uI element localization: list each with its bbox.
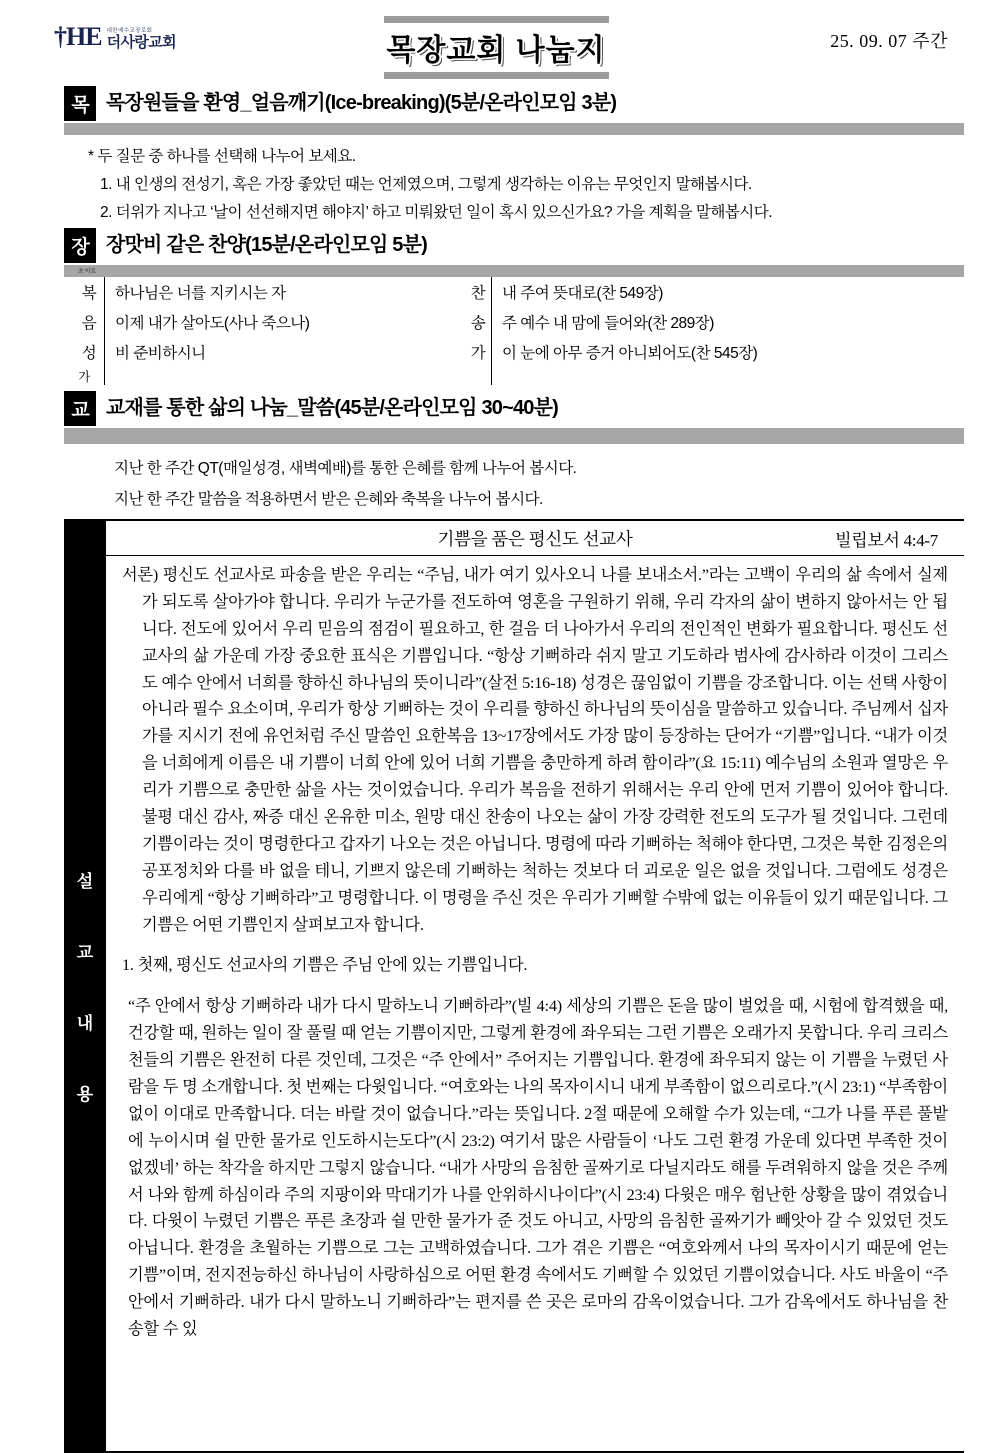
label-gospel-song-2: 음	[64, 307, 105, 337]
teaching-lines	[114, 456, 958, 509]
hymn-song-2: 주 예수 내 맘에 들어와(찬 289장)	[502, 315, 714, 332]
sermon-title: 기쁨을 품은 평신도 선교사	[437, 528, 633, 549]
sermon-point-1-body: “주 안에서 항상 기뻐하라 내가 다시 말하노니 기뻐하라”(빌 4:4) 세상의 기쁨은 돈을 많이 벌었을 때, 시험에 합격했을 때, 건강할 때, 원하는 일이 잘 풀릴 때 얻는 기쁨이지만, 그렇게 환경에 좌우되는 그런 기쁨은 오래가지 못합니다. 우리 크리스천들의 기쁨은 완전히 다른 것인데, 그것은 “주 안에서” 주어지는 기쁨입니다. 환경에 좌우되지 않는 이 기쁨을 누렸던 사람을 두 명 소개합니다. 첫 번째는 다윗입니다. “여호와는 나의 목자이시니 내게 부족함이 없으리로다.”(시 23:1) “부족함이 없이 이대로 만족합니다. 더는 바랄 것이 없습니다.”라는 뜻입니다. 2절 때문에 오해할 수가 있는데, “그가 나를 푸른 풀밭에 누이시며 쉴 만한 물가로 인도하시는도다”(시 23:2) 여기서 많은 사람들이 ‘나도 그런 환경 가운데 있다면 부족한 것이 없겠네’ 하는 착각을 하지만 그렇지 않습니다. “내가 사망의 음침한 골짜기로 다닐지라도 해를 두려워하지 않을 것은 주께서 나와 함께 하심이라 주의 지팡이와 막대기가 나를 안위하시나이다”(시 23:4) 다윗은 매우 험난한 상황을 많이 겪었습니다. 다윗이 누렸던 기쁨은 푸른 초장과 쉴 만한 물가가 준 것도 아니고, 사망의 음침한 골짜기가 빼앗아 갈 수 있었던 것도 아닙니다. 환경을 초월하는 기쁨으로 그는 고백하였습니다. 그가 겪은 기쁨은 “여호와께서 나의 목자이시기 때문에 얻는 기쁨”이며, 전지전능하신 하나님이 사랑하심으로 어떤 환경 속에서도 기뻐할 수 있었던 기쁨이었습니다. 사도 바울이 “주 안에서 기뻐하라. 내가 다시 말하노니 기뻐하라”는 편지를 쓴 곳은 로마의 감옥이었습니다. 그가 감옥에서도 하나님을 찬송할 수 있	[128, 997, 948, 1339]
section-header-praise	[64, 228, 978, 263]
divider-bar-teaching	[64, 428, 964, 444]
sermon-title-row	[106, 521, 964, 556]
sermon-point-1: 1. 첫째, 평신도 선교사의 기쁨은 주님 안에 있는 기쁨입니다.	[122, 956, 528, 975]
sermon-scripture-reference: 빌립보서 4:4-7	[835, 530, 938, 550]
teaching-line-2: 지난 한 주간 말씀을 적용하면서 받은 은혜와 축복을 나누어 봅시다.	[114, 491, 543, 508]
page-header	[14, 0, 978, 86]
issue-date: 25. 09. 07 주간	[830, 31, 948, 51]
gospel-song-1: 하나님은 너를 지키시는 자	[115, 285, 286, 302]
page-title: 목장교회 나눔지	[386, 34, 606, 67]
section-badge-teaching: 교	[64, 391, 96, 426]
gospel-song-2: 이제 내가 살아도(사나 죽으나)	[115, 315, 310, 332]
sermon-side-label	[64, 521, 106, 1451]
hymn-song-3: 이 눈에 아무 증거 아니뵈어도(찬 545장)	[502, 345, 758, 362]
banner-bar-top	[384, 16, 609, 23]
sermon-side-char-1: 설	[76, 872, 94, 891]
logo-mark-icon: †HE	[54, 22, 102, 51]
sermon-block	[64, 519, 964, 1453]
section-header-icebreak	[64, 86, 978, 121]
hymn-song-1: 내 주여 뜻대로(찬 549장)	[502, 285, 663, 302]
divider-bar-icebreak	[64, 123, 964, 135]
icebreak-question-2: 2. 더위가 지나고 ‘날이 선선해지면 해야지’ 하고 미뤄왔던 일이 혹시 있으신가요? 가을 계획을 말해봅시다.	[100, 204, 773, 221]
gospel-song-3: 비 준비하시니	[115, 345, 206, 362]
logo-denomination-text: 대한예수교장로회	[106, 27, 153, 34]
hymn-song-spacer	[492, 367, 965, 385]
section-title-praise: 장맛비 같은 찬양(15분/온라인모임 5분)	[106, 234, 427, 256]
table-row	[64, 277, 964, 307]
hymn-table-wrap	[64, 269, 964, 385]
sermon-paragraph-intro: 서론) 평신도 선교사로 파송을 받은 우리는 “주님, 내가 여기 있사오니 나를 보내소서.”라는 고백이 우리의 삶 속에서 실제가 되도록 살아가야 합니다. 우리가 누군가를 전도하여 영혼을 구원하기 위해, 우리 각자의 삶이 변하지 않아서는 안 됩니다. 전도에 있어서 우리 믿음의 점검이 필요하고, 한 걸음 더 나아가서 우리의 전인적인 변화가 필요합니다. 평신도 선교사의 삶 가운데 가장 중요한 표식은 기쁨입니다. “항상 기뻐하라 쉬지 말고 기도하라 범사에 감사하라 이것이 그리스도 예수 안에서 너희를 향하신 하나님의 뜻이니라”(살전 5:16-18) 성경은 끊임없이 기쁨을 강조합니다. 이는 선택 사항이 아니라 필수 요소이며, 우리가 항상 기뻐하는 것이 우리를 향하신 하나님의 뜻이심을 말씀하고 있습니다. 주님께서 십자가를 지시기 전에 유언처럼 주신 말씀인 요한복음 13~17장에서도 가장 많이 등장하는 단어가 “기쁨”입니다. “내가 이것을 너희에게 이름은 내 기쁨이 너희 안에 있어 너희 기쁨을 충만하게 하려 함이라”(요 15:11) 예수님의 소원과 열망은 우리가 기쁨으로 충만한 삶을 사는 것이었습니다. 우리가 복음을 전하기 위해서는 우리 안에 먼저 기쁨이 있어야 합니다. 불평 대신 감사, 짜증 대신 온유한 미소, 원망 대신 찬송이 나오는 삶이 가장 강력한 전도의 도구가 될 것입니다. 그런데 기쁨이라는 것이 명령한다고 갑자기 나오는 것은 아닙니다. 명령에 따라 기뻐하는 척해야 한다면, 그것은 북한 김정은의 공포정치와 다를 바 없을 테니, 기쁘지 않은데 기뻐하는 척하는 것보다 더 괴로운 일은 없을 것입니다. 그럼에도 성경은 우리에게 “항상 기뻐하라”고 명령합니다. 이 명령을 주신 것은 우리가 기뻐할 수밖에 없는 이유들이 있기 때문입니다. 그 기쁨은 어떤 기쁨인지 살펴보고자 합니다.	[122, 566, 948, 934]
sermon-text	[106, 556, 964, 1343]
section-title-teaching: 교재를 통한 삶의 나눔_말씀(45분/온라인모임 30~40분)	[106, 397, 559, 419]
teaching-line-1: 지난 한 주간 QT(매일성경, 새벽예배)를 통한 은혜를 함께 나누어 봅시다.	[114, 460, 577, 477]
icebreak-content	[88, 144, 948, 222]
label-hymn-3: 가	[455, 337, 492, 367]
label-hymn-2: 송	[455, 307, 492, 337]
gospel-song-spacer	[105, 367, 456, 385]
hymn-small-note: 초 아요	[78, 269, 96, 275]
section-title-icebreak: 목장원들을 환영_얼음깨기(Ice-breaking)(5분/온라인모임 3분)	[106, 92, 617, 114]
sermon-side-char-2: 교	[76, 943, 94, 962]
icebreak-note: * 두 질문 중 하나를 선택해 나누어 보세요.	[88, 148, 356, 165]
sermon-side-char-3: 내	[76, 1014, 94, 1033]
sermon-side-char-4: 용	[76, 1085, 94, 1104]
section-header-teaching	[64, 391, 978, 426]
table-row	[64, 337, 964, 367]
table-row	[64, 367, 964, 385]
section-badge-icebreak: 목	[64, 86, 96, 121]
label-gospel-song-3: 성	[64, 337, 105, 367]
section-badge-praise: 장	[64, 228, 96, 263]
divider-bar-praise	[64, 265, 964, 277]
banner-bar-bottom	[384, 72, 609, 79]
label-hymn-spacer	[455, 367, 492, 385]
label-gospel-song-1: 복	[64, 277, 105, 307]
icebreak-question-1: 1. 내 인생의 전성기, 혹은 가장 좋았던 때는 언제였으며, 그렇게 생각하는 이유는 무엇인지 말해봅시다.	[100, 176, 752, 193]
label-hymn-1: 찬	[455, 277, 492, 307]
label-gospel-song-4: 가	[64, 367, 105, 385]
hymn-table	[64, 277, 964, 385]
table-row	[64, 307, 964, 337]
logo-church-name: 더사랑교회	[106, 34, 177, 51]
sermon-body	[106, 521, 964, 1451]
